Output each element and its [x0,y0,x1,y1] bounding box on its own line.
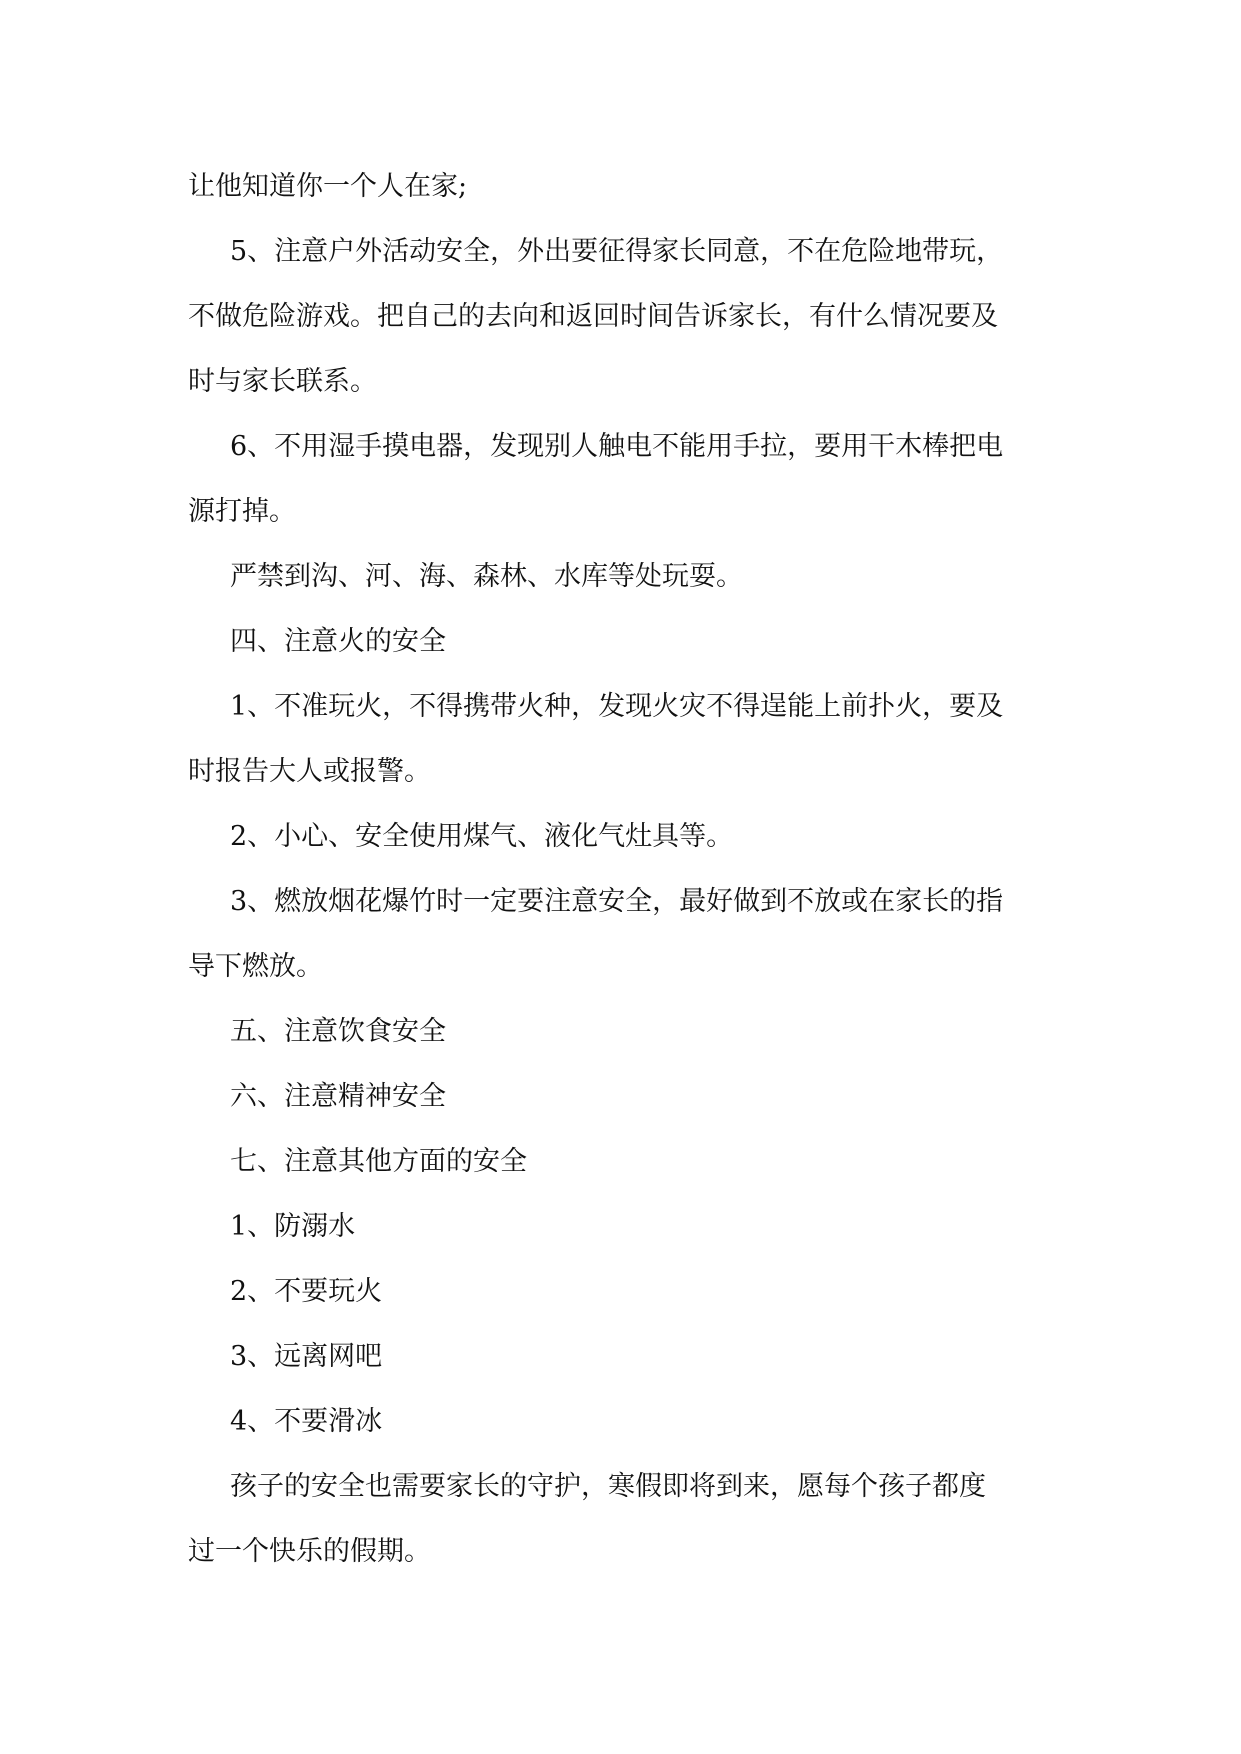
list-item: 2、不要玩火 [230,1276,383,1307]
paragraph-line: 导下燃放。 [188,951,323,982]
paragraph-line: 1、不准玩火，不得携带火种，发现火灾不得逞能上前扑火，要及 [230,691,1004,722]
paragraph-fire-item-2 [188,804,1068,869]
paragraph-item-6 [188,414,1068,544]
paragraph-line: 2、小心、安全使用煤气、液化气灶具等。 [230,821,734,852]
section-heading-food-safety [188,999,1068,1064]
paragraph-fire-item-3 [188,869,1068,999]
paragraph-line: 孩子的安全也需要家长的守护，寒假即将到来，愿每个孩子都度 [230,1471,986,1502]
section-heading-other-safety [188,1129,1068,1194]
paragraph-line: 时报告大人或报警。 [188,756,431,787]
paragraph-line: 6、不用湿手摸电器，发现别人触电不能用手拉，要用干木棒把电 [230,431,1004,462]
paragraph-item-5 [188,219,1068,414]
section-heading: 六、注意精神安全 [230,1081,446,1112]
paragraph-line: 时与家长联系。 [188,366,377,397]
paragraph-prohibition [188,544,1068,609]
paragraph-line: 5、注意户外活动安全，外出要征得家长同意，不在危险地带玩， [230,236,1004,267]
document-body [188,154,1068,1584]
section-heading-mental-safety [188,1064,1068,1129]
section-heading: 七、注意其他方面的安全 [230,1146,527,1177]
paragraph-closing [188,1454,1068,1584]
list-item: 3、远离网吧 [230,1341,383,1372]
paragraph-line: 过一个快乐的假期。 [188,1536,431,1567]
list-item: 4、不要滑冰 [230,1406,383,1437]
paragraph-line: 源打掉。 [188,496,296,527]
paragraph-continuation [188,154,1068,219]
section-heading: 五、注意饮食安全 [230,1016,446,1047]
paragraph-line: 3、燃放烟花爆竹时一定要注意安全，最好做到不放或在家长的指 [230,886,1004,917]
list-item-3 [188,1324,1068,1389]
paragraph-fire-item-1 [188,674,1068,804]
list-item-2 [188,1259,1068,1324]
section-heading-fire-safety [188,609,1068,674]
list-item-1 [188,1194,1068,1259]
section-heading: 四、注意火的安全 [230,626,446,657]
paragraph-line: 不做危险游戏。把自己的去向和返回时间告诉家长，有什么情况要及 [188,301,998,332]
paragraph-line: 让他知道你一个人在家; [188,171,468,202]
list-item-4 [188,1389,1068,1454]
paragraph-line: 严禁到沟、河、海、森林、水库等处玩耍。 [230,561,743,592]
list-item: 1、防溺水 [230,1211,356,1242]
